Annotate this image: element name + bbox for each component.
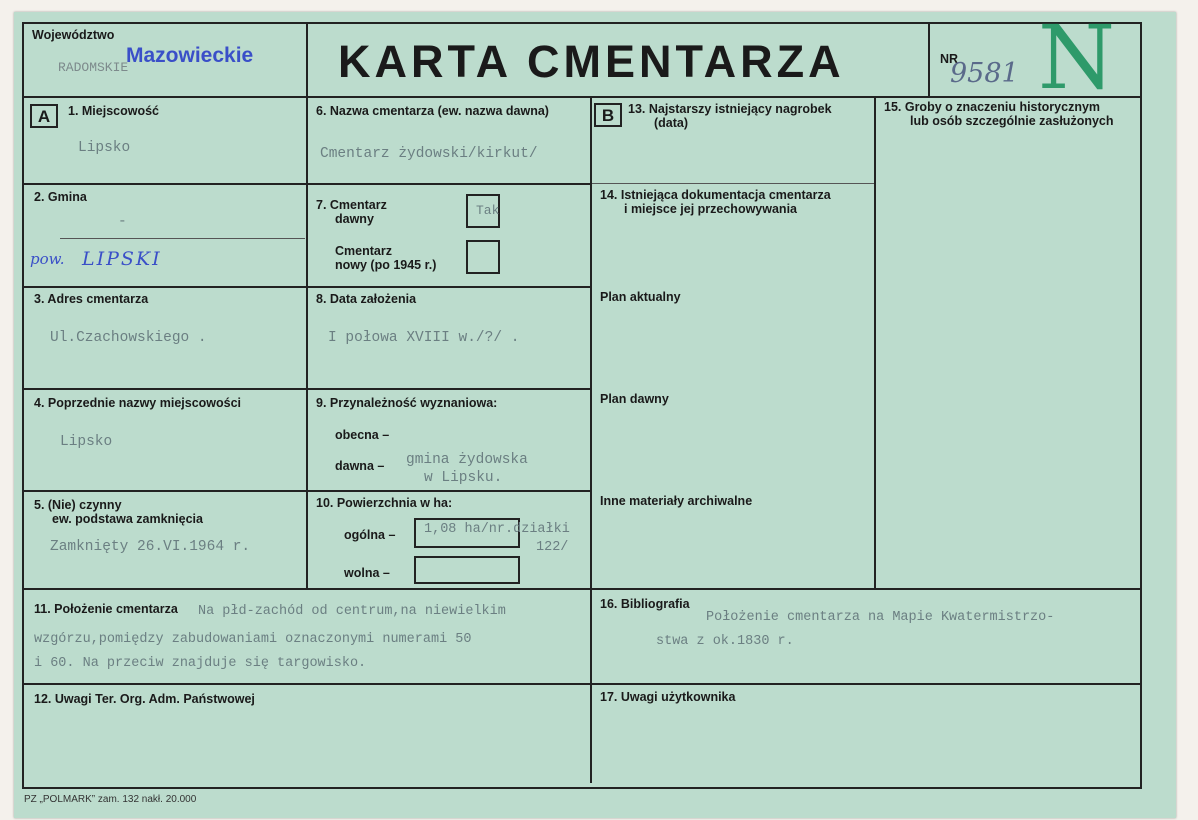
f8-value: I połowa XVIII w./?/ . xyxy=(328,330,520,346)
f10-wolna-label: wolna – xyxy=(344,566,390,580)
f3-value: Ul.Czachowskiego . xyxy=(50,330,207,346)
wojewodztwo-stamp: Mazowieckie xyxy=(126,44,254,67)
f10-ogolna-label: ogólna – xyxy=(344,528,396,542)
printer-footer: PZ „POLMARK” zam. 132 nakł. 20.000 xyxy=(24,794,197,805)
f15-label-line2: lub osób szczególnie zasłużonych xyxy=(910,114,1114,128)
f13-label-line2: (data) xyxy=(654,116,689,130)
vline-header-left xyxy=(306,22,308,96)
f10-wolna-field[interactable] xyxy=(414,556,520,584)
nr-value: 9581 xyxy=(950,58,1019,89)
f11-line2: wzgórzu,pomiędzy zabudowaniami oznaczonymi numerami 50 xyxy=(34,632,472,647)
wojewodztwo-old: RADOMSKIE xyxy=(58,60,129,75)
nr-label: NR xyxy=(940,52,959,66)
f14-label-line2: i miejsce jej przechowywania xyxy=(624,202,797,216)
f6-value: Cmentarz żydowski/kirkut/ xyxy=(320,146,538,162)
f5-value: Zamknięty 26.VI.1964 r. xyxy=(50,539,251,555)
f15-label-line1: 15. Groby o znaczeniu historycznym xyxy=(884,100,1101,114)
f13-label-line1: 13. Najstarszy istniejący nagrobek xyxy=(628,102,832,116)
f4-label: 4. Poprzednie nazwy miejscowości xyxy=(34,396,242,410)
f16-line1: Położenie cmentarza na Mapie Kwatermistrzo- xyxy=(706,610,1055,625)
divider-f2-inner xyxy=(60,238,305,239)
f6-label: 6. Nazwa cmentarza (ew. nazwa dawna) xyxy=(316,104,549,118)
f7-dawny-line2: dawny xyxy=(335,212,374,226)
vline-header-right xyxy=(928,22,930,96)
f14-plan-dawny: Plan dawny xyxy=(600,392,669,406)
f9-dawna-value-line2: w Lipsku. xyxy=(424,470,503,486)
f7-dawny-value: Tak xyxy=(476,203,500,218)
f9-label: 9. Przynależność wyznaniowa: xyxy=(316,396,498,410)
f2-pow-label: pow. xyxy=(30,250,65,268)
f2-value: - xyxy=(118,214,127,230)
f7-nowy-checkbox[interactable] xyxy=(466,240,500,274)
wojewodztwo-label: Województwo xyxy=(32,28,115,42)
f5-label-line2: ew. podstawa zamknięcia xyxy=(52,512,203,526)
vline-col1 xyxy=(306,96,308,588)
f5-label-line1: 5. (Nie) czynny xyxy=(34,498,122,512)
card-title: KARTA CMENTARZA xyxy=(338,36,845,87)
f10-ogolna-value-line2: 122/ xyxy=(536,540,569,555)
f7-nowy-line2: nowy (po 1945 r.) xyxy=(335,258,437,272)
f10-ogolna-value: 1,08 ha/nr.działki xyxy=(424,522,570,537)
f1-value: Lipsko xyxy=(78,140,131,156)
category-letter: N xyxy=(1038,6,1115,109)
f2-label: 2. Gmina xyxy=(34,190,87,204)
f7-dawny-line1: 7. Cmentarz xyxy=(316,198,387,212)
section-b-letter: B xyxy=(594,103,622,127)
vline-col3 xyxy=(874,96,876,588)
f11-line1: Na płd-zachód od centrum,na niewielkim xyxy=(198,604,506,619)
f11-label: 11. Położenie cmentarza xyxy=(34,602,178,616)
divider-header xyxy=(22,96,1142,98)
divider-14 xyxy=(592,183,874,184)
f16-label: 16. Bibliografia xyxy=(600,597,690,611)
f1-label: 1. Miejscowość xyxy=(68,104,160,118)
f7-nowy-line1: Cmentarz xyxy=(335,244,392,258)
f16-line2: stwa z ok.1830 r. xyxy=(656,634,794,649)
vline-col2 xyxy=(590,96,592,783)
f11-line3: i 60. Na przeciw znajduje się targowisko. xyxy=(34,656,367,671)
f14-inne: Inne materiały archiwalne xyxy=(600,494,753,508)
f14-plan-aktualny: Plan aktualny xyxy=(600,290,681,304)
f3-label: 3. Adres cmentarza xyxy=(34,292,149,306)
divider-lower xyxy=(22,683,1142,685)
f4-value: Lipsko xyxy=(60,434,113,450)
f10-label: 10. Powierzchnia w ha: xyxy=(316,496,453,510)
f9-dawna-label: dawna – xyxy=(335,459,385,473)
f17-label: 17. Uwagi użytkownika xyxy=(600,690,736,704)
f12-label: 12. Uwagi Ter. Org. Adm. Państwowej xyxy=(34,692,255,706)
f9-obecna-label: obecna – xyxy=(335,428,390,442)
f9-dawna-value-line1: gmina żydowska xyxy=(406,452,528,468)
divider-mid xyxy=(22,588,1142,590)
f2-pow-value: LIPSKI xyxy=(82,248,162,270)
section-a-letter: A xyxy=(30,104,58,128)
f8-label: 8. Data założenia xyxy=(316,292,417,306)
f14-label-line1: 14. Istniejąca dokumentacja cmentarza xyxy=(600,188,831,202)
